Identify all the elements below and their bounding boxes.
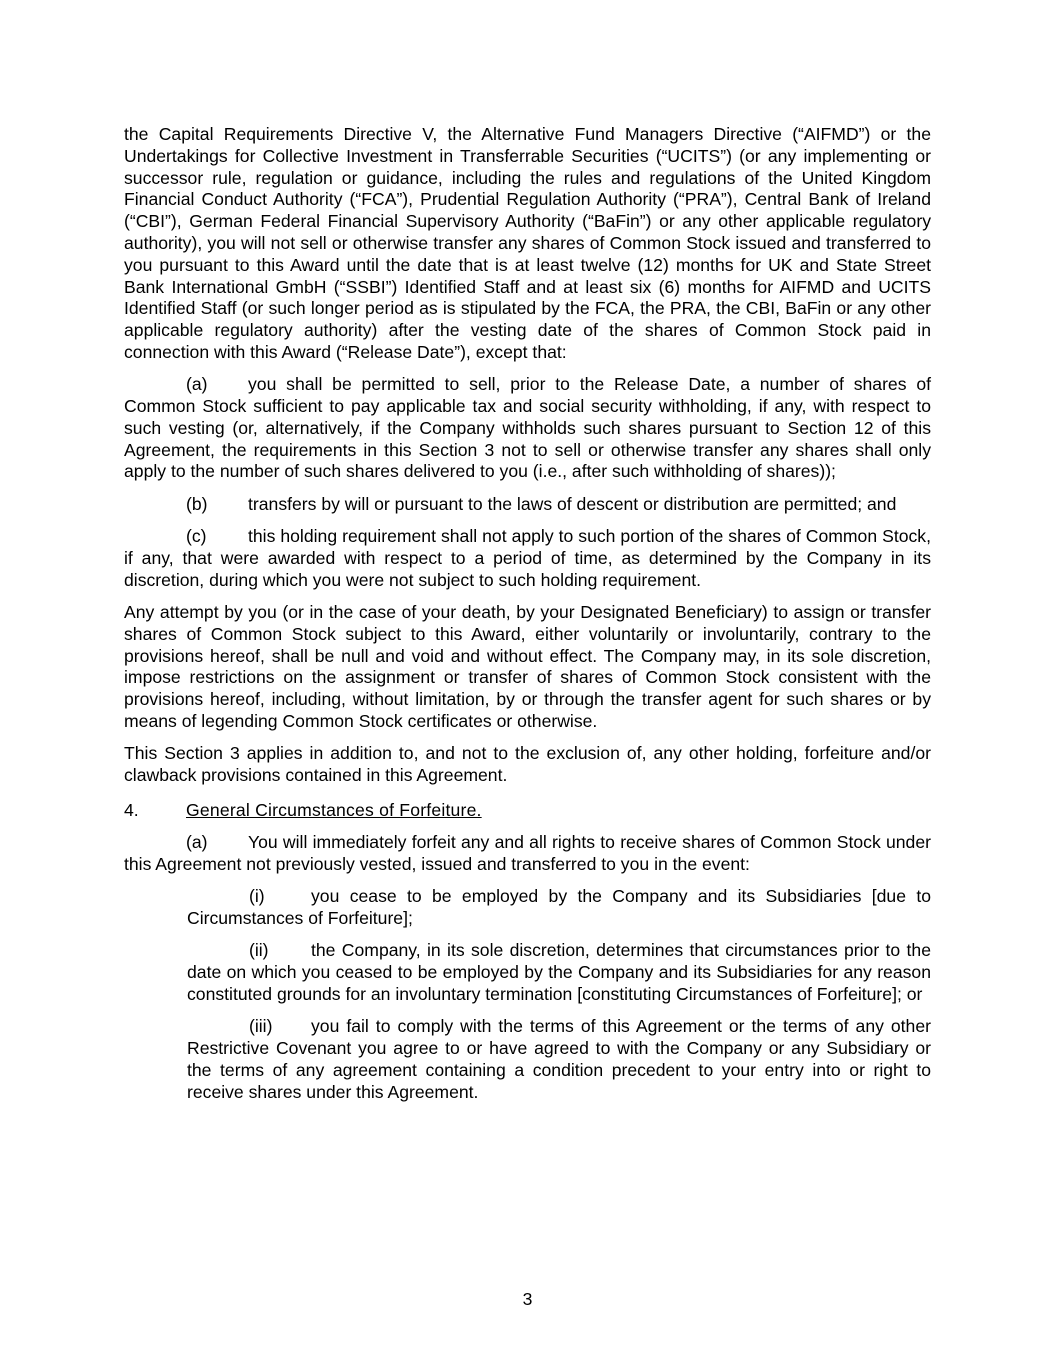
section-4-title: General Circumstances of Forfeiture. <box>186 799 482 820</box>
document-page <box>124 124 931 1114</box>
intro-paragraph: the Capital Requirements Directive V, the Alternative Fund Managers Directive (“AIFMD”) or the Undertakings for Collective Investment in Transferrable Securities (“UCITS”) (or any implementing or successor rule, regulation or guidance, including the rules and regulations of the United Kingdom Financial Conduct Authority (“FCA”), Prudential Regulation Authority (“PRA”), Central Bank of Ireland (“CBI”), German Federal Financial Supervisory Authority (“BaFin”) or any other applicable regulatory authority), you will not sell or otherwise transfer any shares of Common Stock issued and transferred to you pursuant to this Award until the date that is at least twelve (12) months for UK and State Street Bank International GmbH (“SSBI”) Identified Staff and at least six (6) months for AIFMD and UCITS Identified Staff (or such longer period as is stipulated by the FCA, the PRA, the CBI, BaFin or any other applicable regulatory authority) after the vesting date of the shares of Common Stock paid in connection with this Award (“Release Date”), except that: <box>124 124 931 362</box>
clause-c-label: (c) <box>186 526 207 547</box>
section-4-heading <box>124 800 931 822</box>
section-4-sub-i <box>187 886 931 930</box>
section-4-number: 4. <box>124 799 139 820</box>
clause-b-text: transfers by will or pursuant to the laws of descent or distribution are permitted; and <box>248 493 897 514</box>
section-4-clause-a <box>124 832 931 876</box>
section-4-sub-ii-label: (ii) <box>249 940 269 961</box>
section-4-sub-ii <box>187 940 931 1005</box>
section-4-sub-iii-text: you fail to comply with the terms of this Agreement or the terms of any other Restrictive Covenant you agree to or have agreed to with the Company or any Subsidiary or the terms of any agreement containing a condition precedent to your entry into or right to receive shares under this Agreement. <box>187 1016 931 1102</box>
clause-a-label: (a) <box>186 374 208 395</box>
transfer-attempt-paragraph: Any attempt by you (or in the case of your death, by your Designated Beneficiary) to assign or transfer shares of Common Stock subject to this Award, either voluntarily or involuntarily, contrary to the provisions hereof, shall be null and void and without effect. The Company may, in its sole discretion, impose restrictions on the assignment or transfer of shares of Common Stock consistent with the provisions hereof, including, without limitation, by or through the transfer agent for such shares or by means of legending Common Stock certificates or otherwise. <box>124 601 931 731</box>
clause-c <box>124 526 931 591</box>
clause-b-label: (b) <box>186 493 208 514</box>
section-4-sub-i-label: (i) <box>249 886 265 907</box>
section-4-sub-iii <box>187 1016 931 1103</box>
section-4-sub-iii-label: (iii) <box>249 1016 273 1037</box>
section-3-applies-paragraph: This Section 3 applies in addition to, and not to the exclusion of, any other holding, forfeiture and/or clawback provisions contained in this Agreement. <box>124 743 931 786</box>
section-4-sub-i-text: you cease to be employed by the Company and its Subsidiaries [due to Circumstances of Forfeiture]; <box>187 886 931 928</box>
section-4-sub-ii-text: the Company, in its sole discretion, determines that circumstances prior to the date on which you ceased to be employed by the Company and its Subsidiaries for any reason constituted grounds for an involuntary termination [constituting Circumstances of Forfeiture]; or <box>187 940 931 1004</box>
clause-b <box>124 494 931 516</box>
section-4-clause-a-label: (a) <box>186 832 208 853</box>
page-number: 3 <box>522 1289 533 1309</box>
section-4-clause-a-text: You will immediately forfeit any and all rights to receive shares of Common Stock under this Agreement not previously vested, issued and transferred to you in the event: <box>124 832 931 874</box>
clause-a-text: you shall be permitted to sell, prior to the Release Date, a number of shares of Common Stock sufficient to pay applicable tax and social security withholding, if any, with respect to such vesting (or, alternatively, if the Company withholds such shares pursuant to Section 12 of this Agreement, the requirements in this Section 3 not to sell or otherwise transfer any shares shall only apply to the number of such shares delivered to you (i.e., after such withholding of shares)); <box>124 374 931 482</box>
clause-a <box>124 374 931 483</box>
clause-c-text: this holding requirement shall not apply to such portion of the shares of Common Stock, if any, that were awarded with respect to a period of time, as determined by the Company in its discretion, during which you were not subject to such holding requirement. <box>124 526 931 590</box>
